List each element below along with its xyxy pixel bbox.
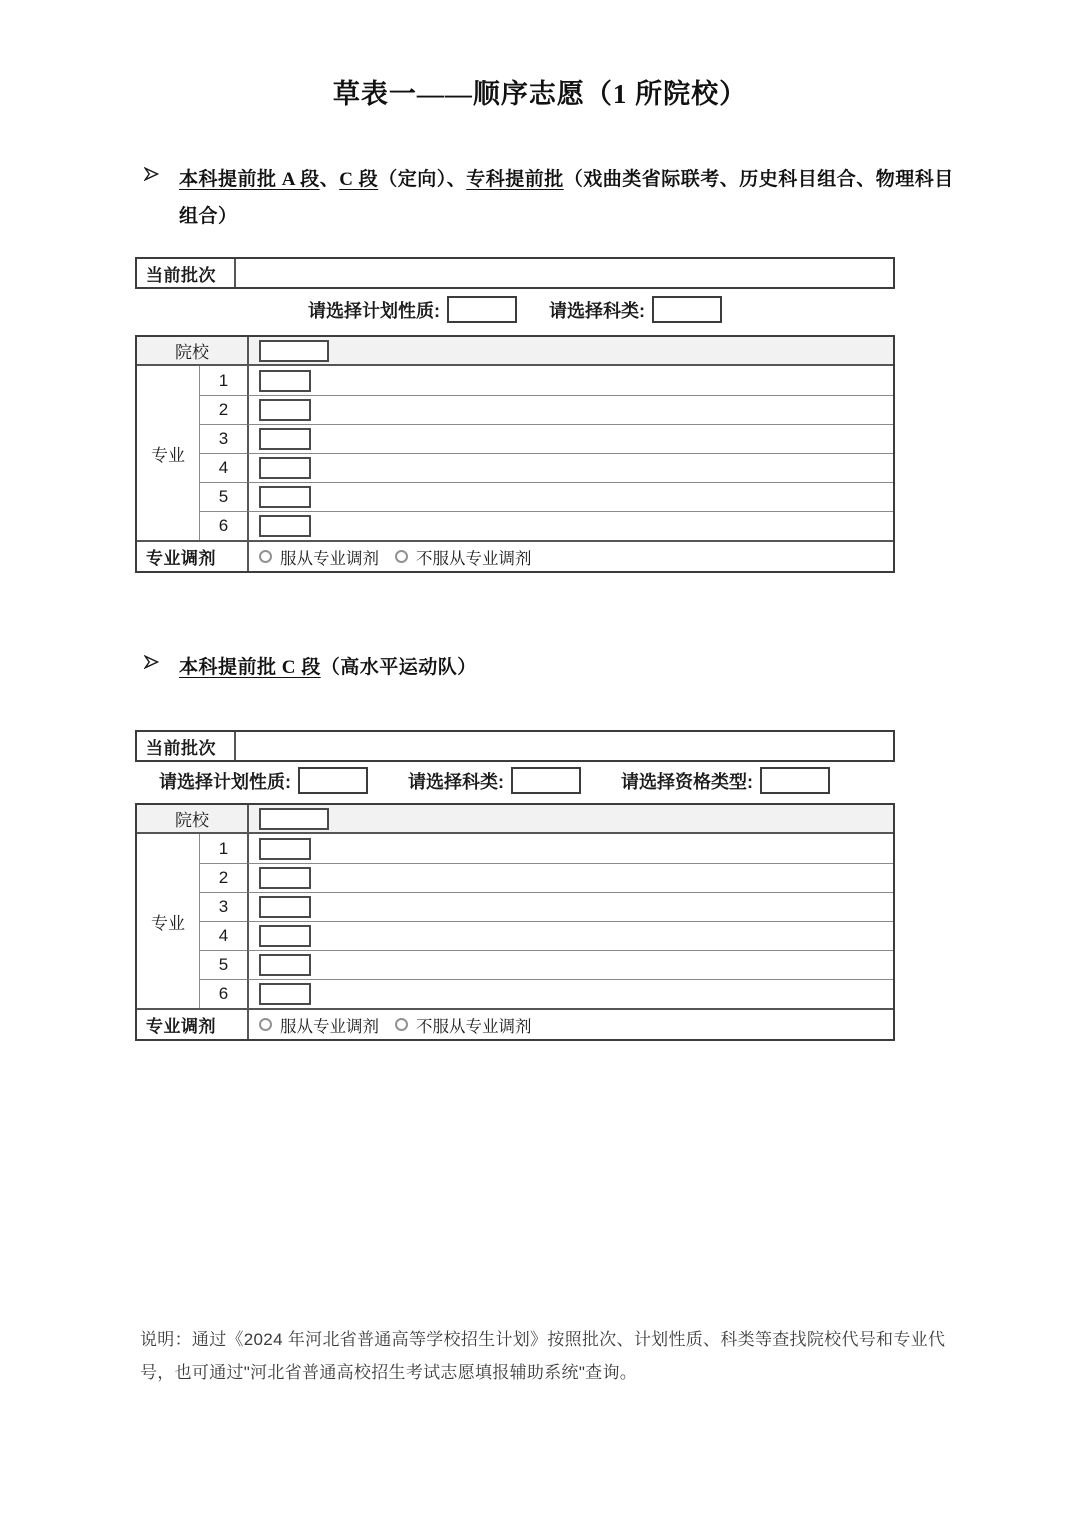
college-label-2: 院校 bbox=[137, 805, 247, 834]
major-label-1: 专业 bbox=[151, 445, 185, 465]
major-row-number: 1 bbox=[199, 834, 247, 863]
major-code-cell bbox=[247, 834, 893, 863]
radio-label: 服从专业调剂 bbox=[280, 549, 379, 568]
subject-category-select-1[interactable] bbox=[652, 296, 722, 323]
major-code-cell bbox=[247, 395, 893, 424]
major-code-cell bbox=[247, 863, 893, 892]
page-title: 草表一——顺序志愿（1 所院校） bbox=[332, 79, 748, 109]
college-code-input-1[interactable] bbox=[259, 340, 329, 362]
plan-nature-select-2[interactable] bbox=[298, 767, 368, 794]
plan-nature-group-1 bbox=[308, 296, 517, 323]
adjustment-options-1 bbox=[247, 540, 893, 571]
major-code-cell bbox=[247, 453, 893, 482]
major-code-input-1-2[interactable] bbox=[259, 399, 311, 421]
major-code-cell bbox=[247, 950, 893, 979]
current-batch-table-2 bbox=[135, 730, 895, 762]
radio-icon bbox=[395, 550, 408, 563]
radio-obey-adjustment-2[interactable] bbox=[259, 1013, 379, 1037]
major-code-cell bbox=[247, 424, 893, 453]
major-code-input-1-1[interactable] bbox=[259, 370, 311, 392]
major-row-number: 5 bbox=[199, 950, 247, 979]
major-code-input-2-3[interactable] bbox=[259, 896, 311, 918]
major-row-number: 2 bbox=[199, 863, 247, 892]
radio-refuse-adjustment-1[interactable] bbox=[395, 545, 532, 569]
bullet-segment: （戏曲类省际联考、历史科目组合、物理科目组合） bbox=[179, 169, 954, 227]
major-row-number: 3 bbox=[199, 892, 247, 921]
subject-category-group-1 bbox=[549, 296, 722, 323]
radio-label: 服从专业调剂 bbox=[280, 1017, 379, 1036]
major-row-number: 6 bbox=[199, 511, 247, 540]
major-code-input-2-6[interactable] bbox=[259, 983, 311, 1005]
plan-nature-label-1: 请选择计划性质: bbox=[308, 300, 440, 321]
radio-label: 不服从专业调剂 bbox=[416, 1017, 532, 1036]
major-code-input-2-4[interactable] bbox=[259, 925, 311, 947]
bullet-2-text bbox=[179, 649, 969, 686]
current-batch-value-2[interactable] bbox=[236, 732, 893, 760]
plan-nature-select-1[interactable] bbox=[447, 296, 517, 323]
major-label-2: 专业 bbox=[151, 913, 185, 933]
major-row-number: 1 bbox=[199, 366, 247, 395]
note-text: 说明：通过《2024 年河北省普通高等学校招生计划》按照批次、计划性质、科类等查找院校代号和专业代号，也可通过"河北省普通高校招生考试志愿填报辅助系统"查询。 bbox=[140, 1330, 946, 1383]
major-code-input-2-5[interactable] bbox=[259, 954, 311, 976]
major-code-cell bbox=[247, 979, 893, 1008]
volunteer-table-1 bbox=[135, 335, 895, 573]
current-batch-label-1: 当前批次 bbox=[137, 259, 236, 287]
subject-category-group-2 bbox=[408, 767, 581, 794]
college-code-cell-2 bbox=[247, 805, 893, 834]
major-code-input-1-5[interactable] bbox=[259, 486, 311, 508]
subject-category-label-2: 请选择科类: bbox=[408, 771, 504, 792]
major-row-number: 4 bbox=[199, 453, 247, 482]
selector-row-2 bbox=[159, 767, 1080, 794]
current-batch-value-1[interactable] bbox=[236, 259, 893, 287]
college-code-input-2[interactable] bbox=[259, 808, 329, 830]
major-code-input-1-3[interactable] bbox=[259, 428, 311, 450]
bullet-segment: （定向）、 bbox=[378, 169, 467, 190]
volunteer-table-2 bbox=[135, 803, 895, 1041]
major-code-cell bbox=[247, 482, 893, 511]
bullet-segment: 本科提前批 A 段 bbox=[179, 169, 320, 190]
major-code-input-1-4[interactable] bbox=[259, 457, 311, 479]
radio-icon bbox=[259, 1018, 272, 1031]
bullet-segment: 、 bbox=[319, 169, 340, 190]
major-code-cell bbox=[247, 921, 893, 950]
major-row-number: 5 bbox=[199, 482, 247, 511]
current-batch-table-1 bbox=[135, 257, 895, 289]
radio-refuse-adjustment-2[interactable] bbox=[395, 1013, 532, 1037]
college-label-1: 院校 bbox=[137, 337, 247, 366]
bullet-segment: 专科提前批 bbox=[466, 169, 564, 190]
adjustment-options-2 bbox=[247, 1008, 893, 1039]
major-row-number: 4 bbox=[199, 921, 247, 950]
arrow-bullet-icon bbox=[144, 167, 159, 235]
arrow-bullet-icon bbox=[144, 655, 159, 686]
bullet-1-text bbox=[179, 161, 969, 235]
bullet-segment: （高水平运动队） bbox=[320, 657, 477, 678]
bullet-section-2 bbox=[144, 649, 1080, 686]
major-code-input-2-2[interactable] bbox=[259, 867, 311, 889]
radio-icon bbox=[259, 550, 272, 563]
radio-icon bbox=[395, 1018, 408, 1031]
radio-label: 不服从专业调剂 bbox=[416, 549, 532, 568]
subject-category-label-1: 请选择科类: bbox=[549, 300, 645, 321]
bullet-segment: 本科提前批 C 段 bbox=[179, 657, 321, 678]
current-batch-label-2: 当前批次 bbox=[137, 732, 236, 760]
major-code-input-2-1[interactable] bbox=[259, 838, 311, 860]
bullet-segment: C 段 bbox=[339, 169, 379, 190]
radio-obey-adjustment-1[interactable] bbox=[259, 545, 379, 569]
qualification-type-group-2 bbox=[621, 767, 830, 794]
subject-category-select-2[interactable] bbox=[511, 767, 581, 794]
plan-nature-label-2: 请选择计划性质: bbox=[159, 771, 291, 792]
major-code-cell bbox=[247, 511, 893, 540]
qualification-type-label-2: 请选择资格类型: bbox=[621, 771, 753, 792]
adjustment-label-2: 专业调剂 bbox=[137, 1008, 247, 1039]
major-row-number: 3 bbox=[199, 424, 247, 453]
major-row-number: 2 bbox=[199, 395, 247, 424]
major-code-cell bbox=[247, 892, 893, 921]
major-row-number: 6 bbox=[199, 979, 247, 1008]
major-code-input-1-6[interactable] bbox=[259, 515, 311, 537]
major-code-cell bbox=[247, 366, 893, 395]
selector-row-1 bbox=[135, 296, 895, 323]
qualification-type-select-2[interactable] bbox=[760, 767, 830, 794]
bullet-section-1 bbox=[144, 161, 1080, 235]
college-code-cell-1 bbox=[247, 337, 893, 366]
adjustment-label-1: 专业调剂 bbox=[137, 540, 247, 571]
plan-nature-group-2 bbox=[159, 767, 368, 794]
